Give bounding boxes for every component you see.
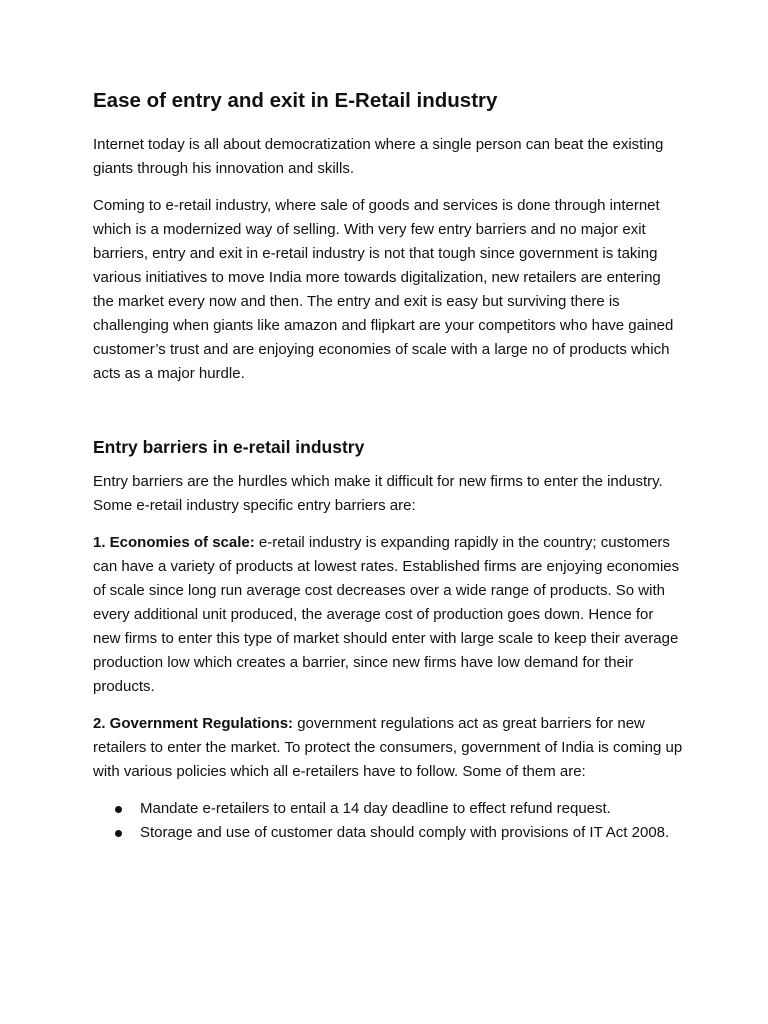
- body-paragraph: Coming to e-retail industry, where sale of goods and services is done through internet which is a modernized way of selling. With very few entry barriers and no major exit barriers, entry and exit in e-retail industry is not that tough since government is taking various initiatives to move India more towards digitalization, new retailers are entering the market every now and then. The entry and exit is easy but surviving there is challenging when giants like amazon and flipkart are your competitors who have gained customer’s trust and are enjoying economies of scale with a large no of products which acts as a major hurdle.: [93, 197, 674, 382]
- barrier-text: government regulations act as great barriers for new retailers to enter the market. To protect the consumers, government of India is coming up with various policies which all e-retailers have to follow. Some of them are:: [93, 715, 683, 780]
- list-item-text: Storage and use of customer data should comply with provisions of IT Act 2008.: [140, 824, 670, 841]
- intro-paragraph: Internet today is all about democratization where a single person can beat the existing giants through his innovation and skills.: [93, 136, 664, 177]
- barrier-economies-of-scale: [93, 531, 683, 699]
- section-spacer: [93, 399, 683, 434]
- barrier-text: e-retail industry is expanding rapidly in the country; customers can have a variety of products at lowest rates. Established firms are enjoying economies of scale since long run average cost decreases over a wide range of products. So with every additional unit produced, the average cost of production goes down. Hence for new firms to enter this type of market should enter with large scale to keep their average production low which creates a barrier, since new firms have low demand for their products.: [93, 534, 680, 695]
- document-title: Ease of entry and exit in E-Retail industry: [93, 89, 498, 112]
- bullet-icon: [115, 806, 122, 813]
- list-item: [93, 821, 683, 845]
- regulations-list: [93, 797, 683, 845]
- list-item-text: Mandate e-retailers to entail a 14 day deadline to effect refund request.: [140, 800, 611, 817]
- section-heading: Entry barriers in e-retail industry: [93, 437, 365, 457]
- barrier-label: 1. Economies of scale:: [93, 534, 255, 551]
- list-item: [93, 797, 683, 821]
- barrier-label: 2. Government Regulations:: [93, 715, 294, 732]
- section-intro: Entry barriers are the hurdles which make it difficult for new firms to enter the industry. Some e-retail industry specific entry barriers are:: [93, 473, 663, 514]
- bullet-icon: [115, 830, 122, 837]
- document-content: [93, 86, 683, 845]
- barrier-government-regulations: [93, 712, 683, 784]
